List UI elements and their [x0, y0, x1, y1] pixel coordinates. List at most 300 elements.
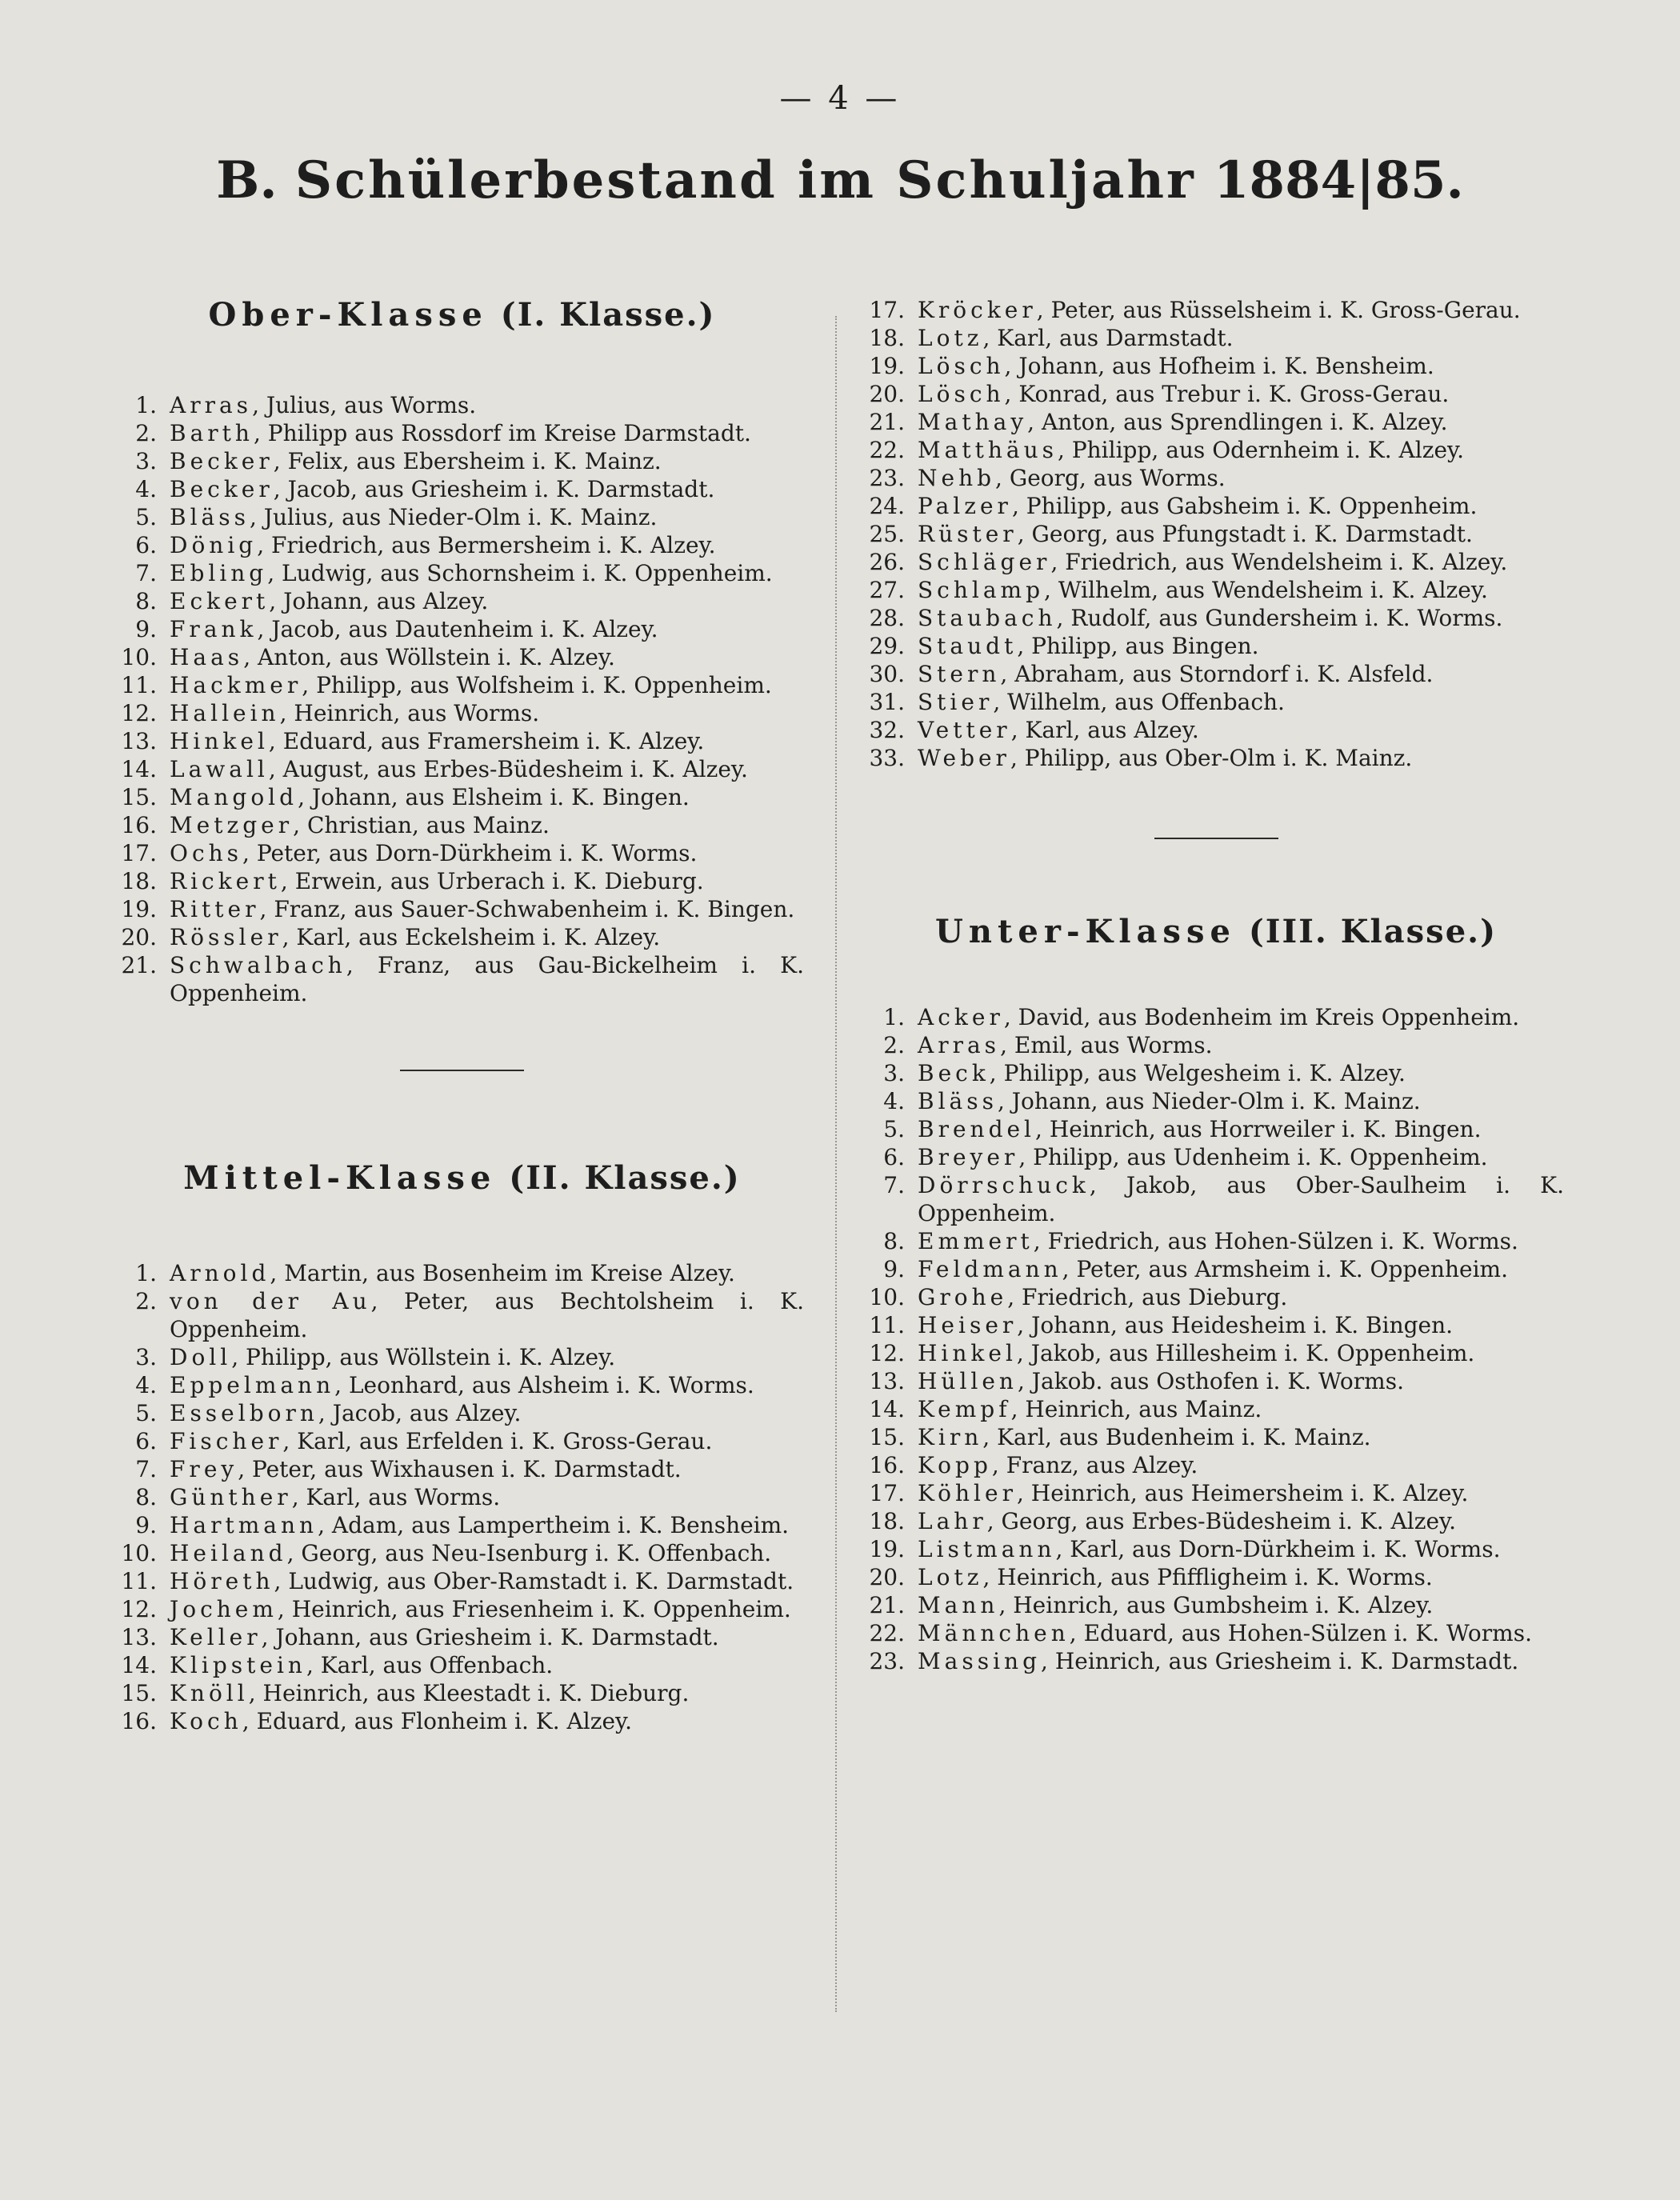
- entry-number: 10.: [121, 1540, 157, 1566]
- student-entry: 19. Ritter, Franz, aus Sauer-Schwabenheim i. K. Bingen.: [121, 896, 795, 922]
- student-entry: 26. Schläger, Friedrich, aus Wendelsheim i. K. Alzey.: [869, 549, 1508, 575]
- student-details: Heinrich, aus Pfiffligheim i. K. Worms.: [997, 1564, 1433, 1590]
- student-entry: 3. Becker, Felix, aus Ebersheim i. K. Mainz.: [120, 447, 804, 475]
- entry-number: 28.: [869, 605, 905, 631]
- student-details: Konrad, aus Trebur i. K. Gross-Gerau.: [1018, 381, 1450, 407]
- student-surname: Günther: [170, 1484, 292, 1510]
- student-entry: 23. Nehb, Georg, aus Worms.: [869, 465, 1226, 491]
- student-details: Heinrich, aus Kleestadt i. K. Dieburg.: [262, 1680, 690, 1706]
- entry-number: 2.: [883, 1032, 905, 1058]
- student-entry: 18. Lahr, Georg, aus Erbes-Büdesheim i. K. Alzey.: [869, 1508, 1457, 1534]
- student-details: Adam, aus Lampertheim i. K. Bensheim.: [331, 1512, 790, 1538]
- unter-klasse-section: [868, 913, 1564, 1675]
- student-details: Philipp, aus Welgesheim i. K. Alzey.: [1003, 1060, 1406, 1086]
- student-entry: 5. Brendel, Heinrich, aus Horrweiler i. K. Bingen.: [868, 1115, 1564, 1143]
- student-details: Rudolf, aus Gundersheim i. K. Worms.: [1070, 605, 1503, 631]
- entry-number: 21.: [869, 1592, 905, 1618]
- student-entry: 13. Keller, Johann, aus Griesheim i. K. Darmstadt.: [121, 1624, 719, 1650]
- student-surname: Feldmann: [918, 1256, 1062, 1282]
- student-entry: 21. Mann, Heinrich, aus Gumbsheim i. K. Alzey.: [869, 1592, 1434, 1618]
- entry-number: 22.: [869, 437, 905, 463]
- student-entry: 8. Eckert, Johann, aus Alzey.: [120, 587, 804, 615]
- student-details: Karl, aus Eckelsheim i. K. Alzey.: [296, 924, 661, 950]
- student-entry: 12. Hinkel, Jakob, aus Hillesheim i. K. Oppenheim.: [869, 1340, 1475, 1366]
- student-surname: Jochem: [170, 1596, 278, 1622]
- student-entry: 7. Frey, Peter, aus Wixhausen i. K. Darmstadt.: [120, 1455, 804, 1483]
- student-entry: 10. Grohe, Friedrich, aus Dieburg.: [869, 1284, 1288, 1310]
- student-entry: 29. Staudt, Philipp, aus Bingen.: [869, 633, 1259, 659]
- entry-number: 20.: [869, 1564, 905, 1590]
- student-entry: 9. Hartmann, Adam, aus Lampertheim i. K. Bensheim.: [120, 1511, 804, 1539]
- student-surname: Massing: [918, 1648, 1042, 1674]
- student-surname: Mann: [918, 1592, 999, 1618]
- student-details: Jakob, aus Ober-Saulheim i. K. Oppenheim.: [918, 1172, 1564, 1226]
- student-details: Friedrich, aus Bermersheim i. K. Alzey.: [271, 532, 716, 558]
- entry-number: 12.: [121, 1596, 157, 1622]
- column-divider: [835, 316, 837, 2012]
- student-surname: Mathay: [918, 409, 1028, 435]
- student-surname: Rössler: [170, 924, 282, 950]
- student-surname: Heiland: [170, 1540, 287, 1566]
- student-details: David, aus Bodenheim im Kreis Oppenheim.: [1018, 1004, 1520, 1030]
- entry-number: 13.: [121, 728, 157, 754]
- student-entry: 1. Arras, Julius, aus Worms.: [120, 391, 804, 419]
- student-surname: Vetter: [918, 717, 1011, 743]
- student-details: Johann, aus Elsheim i. K. Bingen.: [311, 784, 690, 810]
- student-surname: Ochs: [170, 840, 243, 866]
- student-entry: 10. Heiland, Georg, aus Neu-Isenburg i. K. Offenbach.: [121, 1540, 772, 1566]
- student-entry: 1. Arnold, Martin, aus Bosenheim im Kreise Alzey.: [120, 1259, 804, 1287]
- student-surname: Lösch: [918, 353, 1005, 379]
- student-details: Friedrich, aus Wendelsheim i. K. Alzey.: [1065, 549, 1508, 575]
- entry-number: 15.: [121, 784, 157, 810]
- entry-number: 17.: [869, 1480, 905, 1506]
- entry-number: 10.: [869, 1284, 905, 1310]
- entry-number: 1.: [135, 1260, 157, 1286]
- student-entry: 14. Klipstein, Karl, aus Offenbach.: [121, 1652, 554, 1678]
- student-details: Philipp, aus Wolfsheim i. K. Oppenheim.: [316, 672, 772, 698]
- entry-number: 15.: [121, 1680, 157, 1706]
- student-details: Franz, aus Alzey.: [1006, 1452, 1198, 1478]
- entry-number: 8.: [135, 1484, 157, 1510]
- unter-klasse-list: [868, 1003, 1564, 1675]
- entry-number: 9.: [883, 1256, 905, 1282]
- student-surname: Grohe: [918, 1284, 1008, 1310]
- student-surname: Breyer: [918, 1144, 1019, 1170]
- entry-number: 14.: [121, 1652, 157, 1678]
- student-details: Jacob, aus Griesheim i. K. Darmstadt.: [287, 476, 715, 502]
- student-details: Philipp, aus Udenheim i. K. Oppenheim.: [1033, 1144, 1488, 1170]
- entry-number: 22.: [869, 1620, 905, 1646]
- student-entry: 2. Arras, Emil, aus Worms.: [868, 1031, 1564, 1059]
- student-entry: 20. Lösch, Konrad, aus Trebur i. K. Gross-Gerau.: [869, 381, 1450, 407]
- student-entry: 6. Breyer, Philipp, aus Udenheim i. K. Oppenheim.: [868, 1143, 1564, 1171]
- student-details: Peter, aus Armsheim i. K. Oppenheim.: [1076, 1256, 1508, 1282]
- student-surname: Brendel: [918, 1116, 1036, 1142]
- student-surname: Matthäus: [918, 437, 1058, 463]
- student-entry: 24. Palzer, Philipp, aus Gabsheim i. K. Oppenheim.: [869, 493, 1478, 519]
- student-entry: 15. Kirn, Karl, aus Budenheim i. K. Mainz.: [869, 1424, 1371, 1450]
- entry-number: 12.: [869, 1340, 905, 1366]
- separator-rule: [1154, 838, 1278, 839]
- student-details: Karl, aus Worms.: [306, 1484, 501, 1510]
- entry-number: 6.: [135, 532, 157, 558]
- student-entry: 13. Hüllen, Jakob. aus Osthofen i. K. Worms.: [869, 1368, 1404, 1394]
- student-entry: 7. Ebling, Ludwig, aus Schornsheim i. K. Oppenheim.: [120, 559, 804, 587]
- entry-number: 3.: [883, 1060, 905, 1086]
- entry-number: 23.: [869, 465, 905, 491]
- entry-number: 12.: [121, 700, 157, 726]
- student-surname: Keller: [170, 1624, 262, 1650]
- entry-number: 21.: [869, 409, 905, 435]
- student-surname: Bläss: [918, 1088, 998, 1114]
- student-surname: Hinkel: [170, 728, 269, 754]
- entry-number: 13.: [869, 1368, 905, 1394]
- mittel-klasse-label: (II. Klasse.): [509, 1159, 741, 1197]
- entry-number: 1.: [135, 392, 157, 418]
- student-details: Ludwig, aus Ober-Ramstadt i. K. Darmstadt.: [288, 1568, 794, 1594]
- entry-number: 2.: [135, 1288, 157, 1314]
- entry-number: 16.: [121, 1708, 157, 1734]
- page-heading: [0, 150, 1680, 210]
- student-surname: Arnold: [170, 1260, 270, 1286]
- student-entry: 9. Feldmann, Peter, aus Armsheim i. K. Oppenheim.: [868, 1255, 1564, 1283]
- student-surname: Weber: [918, 745, 1010, 771]
- student-surname: Hinkel: [918, 1340, 1017, 1366]
- student-entry: 10. Haas, Anton, aus Wöllstein i. K. Alzey.: [121, 644, 615, 670]
- student-details: Felix, aus Ebersheim i. K. Mainz.: [287, 448, 662, 474]
- student-entry: 6. Dönig, Friedrich, aus Bermersheim i. K. Alzey.: [120, 531, 804, 559]
- mittel-klasse-list-right: [868, 296, 1564, 772]
- entry-number: 13.: [121, 1624, 157, 1650]
- entry-number: 20.: [869, 381, 905, 407]
- student-details: Karl, aus Budenheim i. K. Mainz.: [997, 1424, 1371, 1450]
- mittel-klasse-list-left: [120, 1259, 804, 1735]
- student-entry: 21. Mathay, Anton, aus Sprendlingen i. K. Alzey.: [869, 409, 1448, 435]
- student-entry: 12. Hallein, Heinrich, aus Worms.: [121, 700, 540, 726]
- student-entry: 9. Frank, Jacob, aus Dautenheim i. K. Alzey.: [120, 615, 804, 643]
- student-details: Heinrich, aus Griesheim i. K. Darmstadt.: [1054, 1648, 1519, 1674]
- entry-number: 30.: [869, 661, 905, 687]
- entry-number: 26.: [869, 549, 905, 575]
- student-surname: Kopp: [918, 1452, 992, 1478]
- entry-number: 19.: [869, 353, 905, 379]
- student-surname: Hüllen: [918, 1368, 1018, 1394]
- ober-klasse-label: (I. Klasse.): [500, 296, 716, 334]
- student-surname: Arras: [170, 392, 253, 418]
- entry-number: 4.: [883, 1088, 905, 1114]
- student-surname: Barth: [170, 420, 254, 446]
- student-entry: 17. Köhler, Heinrich, aus Heimersheim i. K. Alzey.: [869, 1480, 1469, 1506]
- student-surname: Acker: [918, 1004, 1004, 1030]
- heading-title: Schülerbestand im Schuljahr: [294, 150, 1196, 210]
- student-details: Jakob, aus Hillesheim i. K. Oppenheim.: [1030, 1340, 1475, 1366]
- student-details: Martin, aus Bosenheim im Kreise Alzey.: [284, 1260, 735, 1286]
- student-details: Ludwig, aus Schornsheim i. K. Oppenheim.: [282, 560, 773, 586]
- student-details: Johann, aus Nieder-Olm i. K. Mainz.: [1011, 1088, 1421, 1114]
- student-entry: 17. Ochs, Peter, aus Dorn-Dürkheim i. K. Worms.: [121, 840, 698, 866]
- entry-number: 16.: [869, 1452, 905, 1478]
- student-entry: 8. Emmert, Friedrich, aus Hohen-Sülzen i. K. Worms.: [868, 1227, 1564, 1255]
- student-entry: 19. Lösch, Johann, aus Hofheim i. K. Bensheim.: [869, 353, 1434, 379]
- student-entry: 4. Bläss, Johann, aus Nieder-Olm i. K. Mainz.: [868, 1087, 1564, 1115]
- student-surname: Koch: [170, 1708, 242, 1734]
- student-entry: 16. Koch, Eduard, aus Flonheim i. K. Alzey.: [121, 1708, 633, 1734]
- student-entry: 18. Rickert, Erwein, aus Urberach i. K. Dieburg.: [121, 868, 704, 894]
- student-surname: Hallein: [170, 700, 280, 726]
- student-entry: 15. Mangold, Johann, aus Elsheim i. K. Bingen.: [121, 784, 690, 810]
- entry-number: 6.: [883, 1144, 905, 1170]
- entry-number: 3.: [135, 448, 157, 474]
- entry-number: 18.: [121, 868, 157, 894]
- student-details: Erwein, aus Urberach i. K. Dieburg.: [294, 868, 704, 894]
- student-details: Anton, aus Sprendlingen i. K. Alzey.: [1041, 409, 1448, 435]
- student-surname: Rickert: [170, 868, 281, 894]
- entry-number: 5.: [135, 504, 157, 530]
- student-entry: 11. Heiser, Johann, aus Heidesheim i. K. Bingen.: [869, 1312, 1454, 1338]
- entry-number: 32.: [869, 717, 905, 743]
- student-entry: 3. Beck, Philipp, aus Welgesheim i. K. Alzey.: [868, 1059, 1564, 1087]
- student-surname: Becker: [170, 476, 274, 502]
- student-surname: Schläger: [918, 549, 1051, 575]
- student-entry: 21. Schwalbach, Franz, aus Gau-Bickelheim i. K. Oppenheim.: [121, 952, 804, 1006]
- student-surname: Becker: [170, 448, 274, 474]
- student-details: Wilhelm, aus Offenbach.: [1007, 689, 1285, 715]
- student-entry: 19. Listmann, Karl, aus Dorn-Dürkheim i. K. Worms.: [869, 1536, 1501, 1562]
- entry-number: 8.: [135, 588, 157, 614]
- student-details: Wilhelm, aus Wendelsheim i. K. Alzey.: [1058, 577, 1488, 603]
- entry-number: 14.: [869, 1396, 905, 1422]
- entry-number: 6.: [135, 1428, 157, 1454]
- student-surname: Esselborn: [170, 1400, 318, 1426]
- student-surname: Kröcker: [918, 297, 1037, 323]
- student-surname: Dönig: [170, 532, 258, 558]
- student-surname: Köhler: [918, 1480, 1017, 1506]
- entry-number: 7.: [135, 560, 157, 586]
- unter-klasse-name: Unter-Klasse: [934, 913, 1236, 950]
- student-surname: Eckert: [170, 588, 270, 614]
- separator-rule: [400, 1070, 524, 1071]
- student-surname: Schwalbach: [170, 952, 346, 978]
- student-surname: Hartmann: [170, 1512, 318, 1538]
- student-entry: 33. Weber, Philipp, aus Ober-Olm i. K. Mainz.: [869, 745, 1413, 771]
- student-surname: Stern: [918, 661, 1001, 687]
- student-entry: 3. Doll, Philipp, aus Wöllstein i. K. Alzey.: [120, 1343, 804, 1371]
- student-details: Heinrich, aus Heimersheim i. K. Alzey.: [1030, 1480, 1469, 1506]
- student-entry: 17. Kröcker, Peter, aus Rüsselsheim i. K. Gross-Gerau.: [869, 297, 1521, 323]
- entry-number: 31.: [869, 689, 905, 715]
- student-details: Philipp, aus Odernheim i. K. Alzey.: [1071, 437, 1465, 463]
- student-details: Heinrich, aus Mainz.: [1025, 1396, 1262, 1422]
- student-details: Julius, aus Nieder-Olm i. K. Mainz.: [263, 504, 658, 530]
- student-surname: Metzger: [170, 812, 294, 838]
- entry-number: 21.: [121, 952, 157, 978]
- student-details: Georg, aus Worms.: [1009, 465, 1226, 491]
- student-surname: Klipstein: [170, 1652, 306, 1678]
- student-details: Karl, aus Offenbach.: [320, 1652, 554, 1678]
- student-surname: Palzer: [918, 493, 1012, 519]
- student-details: Peter, aus Wixhausen i. K. Darmstadt.: [252, 1456, 682, 1482]
- entry-number: 7.: [883, 1172, 905, 1198]
- entry-number: 23.: [869, 1648, 905, 1674]
- student-details: Jakob. aus Osthofen i. K. Worms.: [1031, 1368, 1404, 1394]
- student-entry: 16. Metzger, Christian, aus Mainz.: [121, 812, 550, 838]
- student-surname: Heiser: [918, 1312, 1018, 1338]
- student-entry: 30. Stern, Abraham, aus Storndorf i. K. Alsfeld.: [869, 661, 1434, 687]
- entry-number: 4.: [135, 476, 157, 502]
- student-surname: Mangold: [170, 784, 298, 810]
- student-details: August, aus Erbes-Büdesheim i. K. Alzey.: [282, 756, 748, 782]
- entry-number: 5.: [135, 1400, 157, 1426]
- student-entry: 25. Rüster, Georg, aus Pfungstadt i. K. Darmstadt.: [869, 521, 1473, 547]
- student-entry: 11. Höreth, Ludwig, aus Ober-Ramstadt i. K. Darmstadt.: [121, 1568, 794, 1594]
- entry-number: 11.: [869, 1312, 905, 1338]
- student-surname: Listmann: [918, 1536, 1056, 1562]
- student-entry: 16. Kopp, Franz, aus Alzey.: [869, 1452, 1198, 1478]
- student-details: Philipp aus Rossdorf im Kreise Darmstadt.: [267, 420, 751, 446]
- left-column: [120, 296, 804, 1735]
- student-surname: Stier: [918, 689, 994, 715]
- entry-number: 10.: [121, 644, 157, 670]
- entry-number: 29.: [869, 633, 905, 659]
- ober-klasse-list: [120, 391, 804, 1007]
- student-details: Karl, aus Alzey.: [1025, 717, 1199, 743]
- ober-klasse-section: [120, 296, 804, 1007]
- student-details: Abraham, aus Storndorf i. K. Alsfeld.: [1014, 661, 1434, 687]
- student-surname: Emmert: [918, 1228, 1034, 1254]
- student-details: Friedrich, aus Hohen-Sülzen i. K. Worms.: [1047, 1228, 1518, 1254]
- unter-klasse-title: [868, 913, 1564, 950]
- page-number: — 4 —: [779, 80, 901, 117]
- student-details: Johann, aus Hofheim i. K. Bensheim.: [1018, 353, 1434, 379]
- entry-number: 9.: [135, 616, 157, 642]
- student-surname: Frey: [170, 1456, 238, 1482]
- student-surname: von der Au: [170, 1288, 371, 1314]
- student-entry: 20. Lotz, Heinrich, aus Pfiffligheim i. K. Worms.: [869, 1564, 1433, 1590]
- student-surname: Ebling: [170, 560, 268, 586]
- student-surname: Rüster: [918, 521, 1018, 547]
- student-details: Philipp, aus Bingen.: [1031, 633, 1259, 659]
- entry-number: 17.: [121, 840, 157, 866]
- student-details: Karl, aus Darmstadt.: [997, 325, 1234, 351]
- entry-number: 1.: [883, 1004, 905, 1030]
- student-entry: 20. Rössler, Karl, aus Eckelsheim i. K. Alzey.: [121, 924, 661, 950]
- student-surname: Beck: [918, 1060, 990, 1086]
- student-details: Anton, aus Wöllstein i. K. Alzey.: [258, 644, 615, 670]
- student-entry: 31. Stier, Wilhelm, aus Offenbach.: [869, 689, 1285, 715]
- entry-number: 33.: [869, 745, 905, 771]
- student-entry: 4. Becker, Jacob, aus Griesheim i. K. Darmstadt.: [120, 475, 804, 503]
- mittel-klasse-section: [120, 1159, 804, 1735]
- student-details: Christian, aus Mainz.: [306, 812, 550, 838]
- student-entry: 7. Dörrschuck, Jakob, aus Ober-Saulheim i. K. Oppenheim.: [868, 1171, 1564, 1227]
- student-surname: Kirn: [918, 1424, 983, 1450]
- student-surname: Frank: [170, 616, 258, 642]
- ober-klasse-name: Ober-Klasse: [208, 296, 488, 334]
- entry-number: 18.: [869, 325, 905, 351]
- student-entry: 13. Hinkel, Eduard, aus Framersheim i. K. Alzey.: [121, 728, 705, 754]
- entry-number: 16.: [121, 812, 157, 838]
- student-details: Eduard, aus Framersheim i. K. Alzey.: [282, 728, 705, 754]
- student-details: Philipp, aus Gabsheim i. K. Oppenheim.: [1026, 493, 1478, 519]
- student-surname: Lotz: [918, 1564, 983, 1590]
- student-surname: Lawall: [170, 756, 269, 782]
- student-surname: Männchen: [918, 1620, 1070, 1646]
- student-details: Leonhard, aus Alsheim i. K. Worms.: [348, 1372, 754, 1398]
- student-details: Julius, aus Worms.: [266, 392, 477, 418]
- student-entry: 12. Jochem, Heinrich, aus Friesenheim i. K. Oppenheim.: [121, 1596, 791, 1622]
- student-surname: Doll: [170, 1344, 232, 1370]
- student-surname: Lahr: [918, 1508, 987, 1534]
- entry-number: 14.: [121, 756, 157, 782]
- right-column: [868, 296, 1564, 1675]
- student-details: Georg, aus Pfungstadt i. K. Darmstadt.: [1031, 521, 1473, 547]
- student-entry: 2. Barth, Philipp aus Rossdorf im Kreise Darmstadt.: [120, 419, 804, 447]
- student-details: Karl, aus Erfelden i. K. Gross-Gerau.: [297, 1428, 713, 1454]
- student-details: Peter, aus Bechtolsheim i. K. Oppenheim.: [170, 1288, 804, 1342]
- student-entry: 4. Eppelmann, Leonhard, aus Alsheim i. K. Worms.: [120, 1371, 804, 1399]
- entry-number: 17.: [869, 297, 905, 323]
- student-surname: Hackmer: [170, 672, 302, 698]
- entry-number: 27.: [869, 577, 905, 603]
- mittel-klasse-title: [120, 1159, 804, 1197]
- student-entry: 28. Staubach, Rudolf, aus Gundersheim i. K. Worms.: [869, 605, 1503, 631]
- student-details: Eduard, aus Hohen-Sülzen i. K. Worms.: [1083, 1620, 1532, 1646]
- student-surname: Knöll: [170, 1680, 249, 1706]
- student-details: Franz, aus Gau-Bickelheim i. K. Oppenheim.: [170, 952, 804, 1006]
- student-surname: Ritter: [170, 896, 260, 922]
- student-surname: Staubach: [918, 605, 1057, 631]
- student-details: Philipp, aus Ober-Olm i. K. Mainz.: [1024, 745, 1413, 771]
- entry-number: 2.: [135, 420, 157, 446]
- student-details: Eduard, aus Flonheim i. K. Alzey.: [256, 1708, 633, 1734]
- student-entry: 5. Bläss, Julius, aus Nieder-Olm i. K. Mainz.: [120, 503, 804, 531]
- entry-number: 4.: [135, 1372, 157, 1398]
- student-surname: Haas: [170, 644, 244, 670]
- mittel-klasse-name: Mittel-Klasse: [183, 1159, 497, 1197]
- student-surname: Eppelmann: [170, 1372, 335, 1398]
- student-surname: Staudt: [918, 633, 1018, 659]
- student-entry: 14. Lawall, August, aus Erbes-Büdesheim i. K. Alzey.: [121, 756, 748, 782]
- student-details: Heinrich, aus Friesenheim i. K. Oppenheim.: [291, 1596, 791, 1622]
- student-entry: 15. Knöll, Heinrich, aus Kleestadt i. K. Dieburg.: [121, 1680, 690, 1706]
- student-surname: Kempf: [918, 1396, 1011, 1422]
- student-surname: Nehb: [918, 465, 996, 491]
- student-surname: Dörrschuck: [918, 1172, 1090, 1198]
- entry-number: 3.: [135, 1344, 157, 1370]
- entry-number: 8.: [883, 1228, 905, 1254]
- student-surname: Schlamp: [918, 577, 1045, 603]
- student-entry: 14. Kempf, Heinrich, aus Mainz.: [869, 1396, 1262, 1422]
- student-surname: Lotz: [918, 325, 983, 351]
- student-entry: 8. Günther, Karl, aus Worms.: [120, 1483, 804, 1511]
- student-entry: 22. Männchen, Eduard, aus Hohen-Sülzen i. K. Worms.: [869, 1620, 1532, 1646]
- student-entry: 32. Vetter, Karl, aus Alzey.: [869, 717, 1199, 743]
- student-details: Heinrich, aus Horrweiler i. K. Bingen.: [1049, 1116, 1482, 1142]
- entry-number: 5.: [883, 1116, 905, 1142]
- student-entry: 11. Hackmer, Philipp, aus Wolfsheim i. K. Oppenheim.: [121, 672, 772, 698]
- entry-number: 15.: [869, 1424, 905, 1450]
- student-details: Johann, aus Heidesheim i. K. Bingen.: [1031, 1312, 1454, 1338]
- student-details: Johann, aus Alzey.: [283, 588, 489, 614]
- student-details: Karl, aus Dorn-Dürkheim i. K. Worms.: [1070, 1536, 1501, 1562]
- unter-klasse-label: (III. Klasse.): [1248, 913, 1497, 950]
- student-details: Johann, aus Griesheim i. K. Darmstadt.: [275, 1624, 719, 1650]
- entry-number: 9.: [135, 1512, 157, 1538]
- student-details: Emil, aus Worms.: [1014, 1032, 1213, 1058]
- student-surname: Höreth: [170, 1568, 274, 1594]
- entry-number: 7.: [135, 1456, 157, 1482]
